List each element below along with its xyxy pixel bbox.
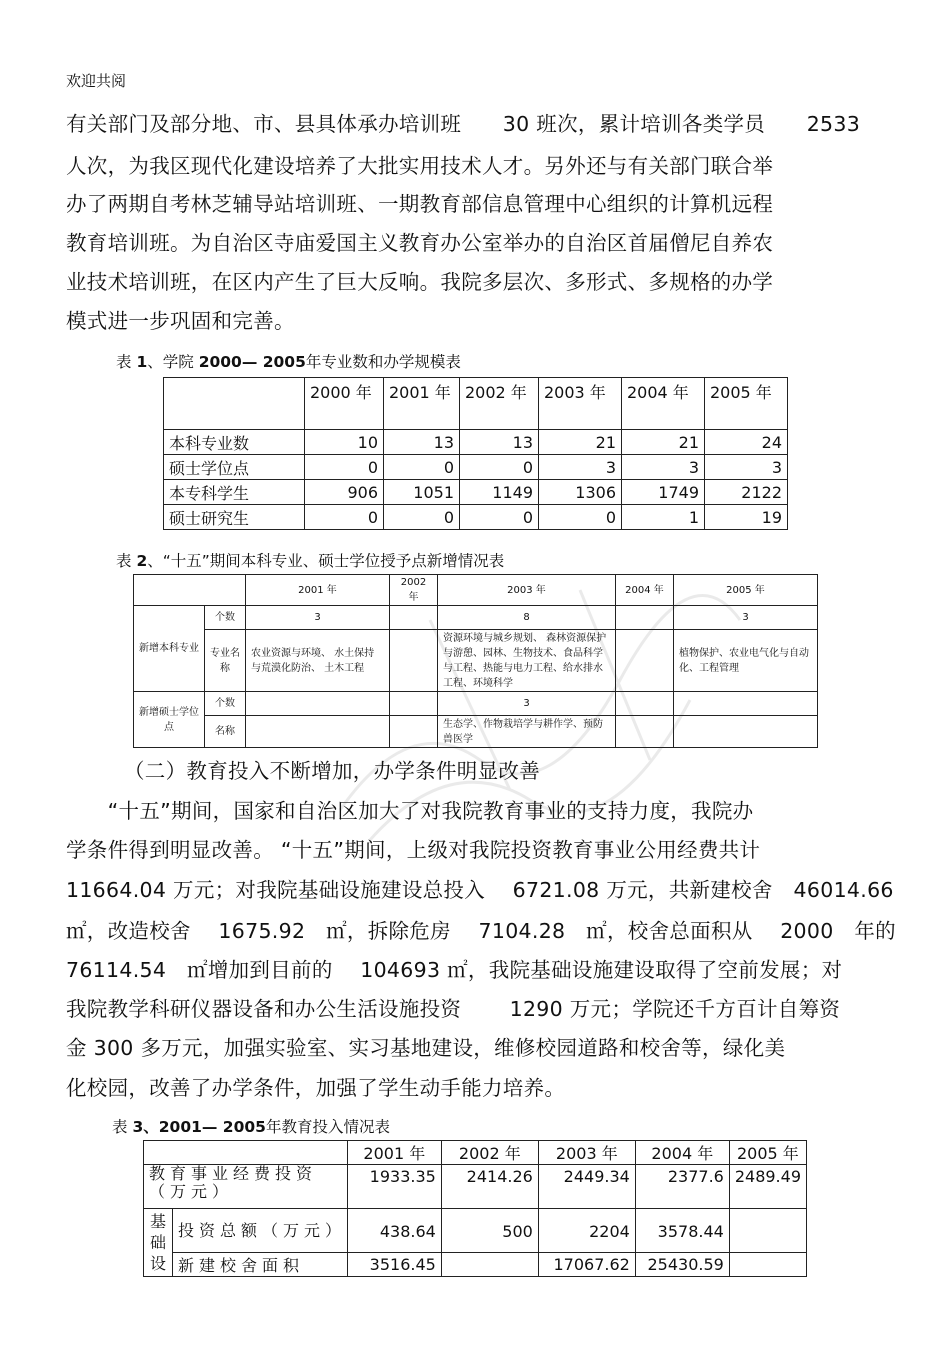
table1-header: 2001 年 (384, 378, 460, 430)
row-label: 硕士学位点 (164, 455, 305, 480)
cell: 2204 (538, 1209, 635, 1253)
cell: 2377.6 (635, 1165, 729, 1209)
table3-header: 2001 年 (347, 1141, 441, 1165)
table-row (134, 692, 818, 716)
cell: 438.64 (347, 1209, 441, 1253)
cell: 0 (305, 505, 384, 530)
cell: 2414.26 (441, 1165, 538, 1209)
table-row (144, 1209, 807, 1253)
text-line: 办了两期自考林芝辅导站培训班、一期教育部信息管理中心组织的计算机远程 (66, 192, 774, 216)
cell: 17067.62 (538, 1253, 635, 1277)
cell: 10 (305, 430, 384, 455)
cell (729, 1253, 806, 1277)
table1 (163, 377, 788, 530)
text-line: 学条件得到明显改善。 “十五”期间，上级对我院投资教育事业公用经费共计 (66, 838, 761, 862)
table-row (164, 455, 788, 480)
text-line: 教育培训班。为自治区寺庙爱国主义教育办公室举办的自治区首届僧尼自养农 (66, 231, 774, 255)
cell: 3578.44 (635, 1209, 729, 1253)
cell: 2122 (705, 480, 788, 505)
page-header: 欢迎共阅 (66, 72, 127, 90)
cell: 0 (305, 455, 384, 480)
table2-caption: 表 2、“十五”期间本科专业、硕士学位授予点新增情况表 (116, 552, 505, 570)
group-label: 新增本科专业 (134, 606, 205, 692)
table2-header: 2005 年 (674, 575, 818, 606)
cell: 2449.34 (538, 1165, 635, 1209)
cell: 1149 (460, 480, 539, 505)
cell: 500 (441, 1209, 538, 1253)
cell: 3 (622, 455, 705, 480)
table3-header: 2002 年 (441, 1141, 538, 1165)
group-label: 基础设 (144, 1209, 173, 1277)
cell: 资源环境与城乡规划、 森林资源保护与游憩、园林、生物技术、食品科学与工程、热能与电力工程、给水排水工程、环境科学 (438, 630, 616, 692)
cell (246, 692, 390, 716)
text-line: 金 300 多万元，加强实验室、实习基地建设，维修校园道路和校舍等，绿化美 (66, 1036, 786, 1060)
cell: 0 (384, 455, 460, 480)
table1-header: 2004 年 (622, 378, 705, 430)
table2-header: 2003 年 (438, 575, 616, 606)
table-row (164, 505, 788, 530)
cell: 25430.59 (635, 1253, 729, 1277)
sub-label: 专业名称 (205, 630, 246, 692)
text-line: 76114.54 ㎡增加到目前的 104693 ㎡，我院基础设施建设取得了空前发展；对 (66, 958, 843, 982)
cell: 3 (539, 455, 622, 480)
cell (616, 606, 674, 630)
table1-header: 2000 年 (305, 378, 384, 430)
cell: 3 (246, 606, 390, 630)
cell: 0 (539, 505, 622, 530)
cell: 2489.49 (729, 1165, 806, 1209)
table3-caption: 表 3、2001— 2005年教育投入情况表 (112, 1118, 390, 1136)
cell: 生态学、作物栽培学与耕作学、预防兽医学 (438, 716, 616, 748)
row-label: 本科专业数 (164, 430, 305, 455)
cell (674, 692, 818, 716)
table1-caption: 表 1、学院 2000— 2005年专业数和办学规模表 (116, 353, 461, 371)
sub-label: 个数 (205, 692, 246, 716)
table1-header: 2002 年 (460, 378, 539, 430)
cell: 3516.45 (347, 1253, 441, 1277)
table3-header: 2005 年 (729, 1141, 806, 1165)
cell (616, 692, 674, 716)
text-line: ㎡，改造校舍 1675.92 ㎡，拆除危房 7104.28 ㎡，校舍总面积从 2000 年的 (66, 919, 896, 943)
cell (246, 716, 390, 748)
table1-header: 2005 年 (705, 378, 788, 430)
text-line: 化校园，改善了办学条件，加强了学生动手能力培养。 (66, 1076, 566, 1100)
cell: 1306 (539, 480, 622, 505)
table3-header: 2004 年 (635, 1141, 729, 1165)
text-line: 我院教学科研仪器设备和办公生活设施投资 1290 万元；学院还千方百计自筹资 (66, 997, 841, 1021)
table3 (143, 1140, 807, 1277)
cell (441, 1253, 538, 1277)
cell: 1051 (384, 480, 460, 505)
table1-corner (164, 378, 305, 430)
sub-label: 名称 (205, 716, 246, 748)
cell: 19 (705, 505, 788, 530)
cell: 1749 (622, 480, 705, 505)
cell: 植物保护、农业电气化与自动化、工程管理 (674, 630, 818, 692)
cell: 1933.35 (347, 1165, 441, 1209)
table2-header: 2004 年 (616, 575, 674, 606)
text-line: 人次，为我区现代化建设培养了大批实用技术人才。另外还与有关部门联合举 (66, 154, 774, 178)
text-line: 11664.04 万元；对我院基础设施建设总投入 6721.08 万元，共新建校舍 46014.66 (66, 878, 894, 902)
cell (390, 606, 438, 630)
cell: 13 (384, 430, 460, 455)
cell (616, 716, 674, 748)
group-label: 新增硕士学位点 (134, 692, 205, 748)
table2-header: 2002 年 (390, 575, 438, 606)
row-label: 投资总额（万元） (173, 1209, 348, 1253)
table2 (133, 574, 818, 748)
cell (674, 716, 818, 748)
row-label: 教育事业经费投资（万元） (144, 1165, 348, 1209)
sub-label: 个数 (205, 606, 246, 630)
table-row (144, 1253, 807, 1277)
cell (390, 692, 438, 716)
cell: 农业资源与环境、 水土保持与荒漠化防治、 土木工程 (246, 630, 390, 692)
table-row (164, 480, 788, 505)
cell: 0 (460, 505, 539, 530)
text-line: 模式进一步巩固和完善。 (66, 309, 295, 333)
text-line: “十五”期间，国家和自治区加大了对我院教育事业的支持力度，我院办 (66, 799, 754, 823)
cell: 3 (674, 606, 818, 630)
text-line: 业技术培训班，在区内产生了巨大反响。我院多层次、多形式、多规格的办学 (66, 270, 774, 294)
cell: 3 (438, 692, 616, 716)
section-title: （二）教育投入不断增加，办学条件明显改善 (124, 759, 540, 783)
cell: 8 (438, 606, 616, 630)
row-label: 硕士研究生 (164, 505, 305, 530)
cell: 13 (460, 430, 539, 455)
table2-header: 2001 年 (246, 575, 390, 606)
cell: 1 (622, 505, 705, 530)
cell: 21 (539, 430, 622, 455)
table3-header: 2003 年 (538, 1141, 635, 1165)
table-row (144, 1165, 807, 1209)
cell: 906 (305, 480, 384, 505)
cell (729, 1209, 806, 1253)
table-row (134, 630, 818, 692)
row-label: 本专科学生 (164, 480, 305, 505)
cell: 21 (622, 430, 705, 455)
cell: 3 (705, 455, 788, 480)
cell: 0 (460, 455, 539, 480)
table-row (134, 716, 818, 748)
table-row (164, 430, 788, 455)
row-label: 新建校舍面积 (173, 1253, 348, 1277)
cell (390, 716, 438, 748)
table2-corner (134, 575, 246, 606)
table3-corner (144, 1141, 348, 1165)
cell (616, 630, 674, 692)
cell: 24 (705, 430, 788, 455)
cell: 0 (384, 505, 460, 530)
text-line: 有关部门及部分地、市、县具体承办培训班 30 班次，累计培训各类学员 2533 (66, 112, 861, 136)
cell (390, 630, 438, 692)
table1-header: 2003 年 (539, 378, 622, 430)
table-row (134, 606, 818, 630)
